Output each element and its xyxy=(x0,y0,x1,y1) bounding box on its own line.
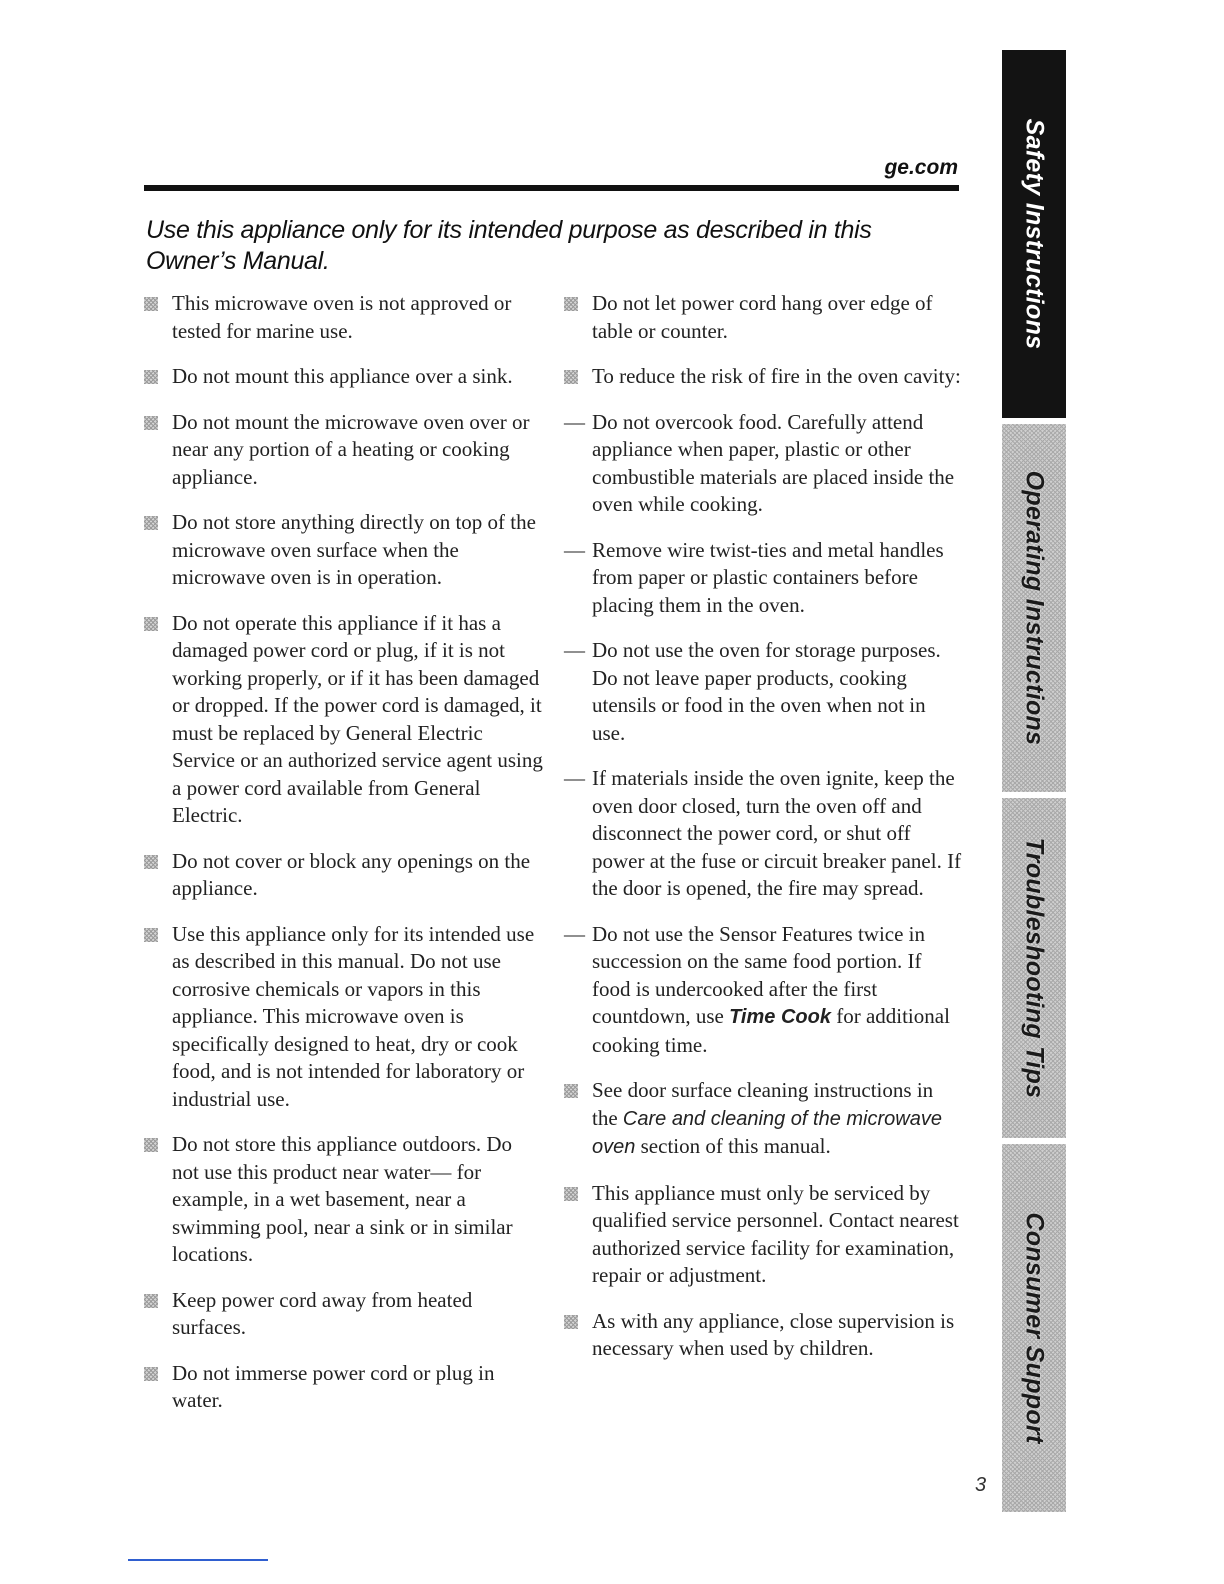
bullet-icon xyxy=(144,1367,158,1381)
dash-mark: — xyxy=(564,638,585,662)
dash-item: — Do not overcook food. Carefully attend appliance when paper, plastic or other combustible materials are placed inside the oven while cooking. xyxy=(564,409,955,516)
bullet-icon xyxy=(144,1138,158,1152)
tab-label: Troubleshooting Tips xyxy=(1020,837,1049,1099)
bullet-icon xyxy=(564,1084,578,1098)
list-item: Do not store anything directly on top of the microwave oven surface when the microwave oven is in operation. xyxy=(144,509,544,592)
bullet-icon xyxy=(144,617,158,631)
site-url: ge.com xyxy=(884,156,958,179)
dash-item: — Do not use the oven for storage purposes. Do not leave paper products, cooking utensils or food in the oven when not in use. xyxy=(564,638,941,745)
bullet-icon xyxy=(144,416,158,430)
dash-mark: — xyxy=(564,766,585,790)
list-item: Do not let power cord hang over edge of table or counter. xyxy=(564,290,964,345)
list-item: To reduce the risk of fire in the oven cavity: xyxy=(564,363,964,391)
list-item: Keep power cord away from heated surfaces. xyxy=(144,1287,544,1342)
care-cleaning-reference: Care and cleaning of the microwave oven xyxy=(592,1107,942,1158)
bullet-icon xyxy=(144,516,158,530)
list-item: As with any appliance, close supervision is necessary when used by children. xyxy=(564,1308,964,1363)
list-item: Do not mount the microwave oven over or near any portion of a heating or cooking appliance. xyxy=(144,409,544,492)
list-item: Do not mount this appliance over a sink. xyxy=(144,363,544,391)
dash-mark: — xyxy=(564,537,585,562)
time-cook-term: Time Cook xyxy=(729,1006,831,1028)
list-item: Do not immerse power cord or plug in water. xyxy=(144,1360,544,1415)
list-item: Do not store this appliance outdoors. Do not use this product near water— for example, in a wet basement, near a swimming pool, near a sink or in similar locations. xyxy=(144,1131,544,1269)
bullet-icon xyxy=(564,1315,578,1329)
dash-item: — Remove wire twist-ties and metal handles from paper or plastic containers before placing them in the oven. xyxy=(564,537,944,617)
header-rule xyxy=(144,185,959,191)
tab-label: Safety Instructions xyxy=(1020,118,1049,350)
list-item: This microwave oven is not approved or tested for marine use. xyxy=(144,290,544,345)
bullet-icon xyxy=(144,928,158,942)
list-item: Do not operate this appliance if it has a damaged power cord or plug, if it is not working properly, or if it has been damaged or dropped. If the power cord is damaged, it must be replaced by General Electric Service or an authorized service agent using a power cord available from General Electric. xyxy=(144,610,544,830)
tab-consumer-support[interactable] xyxy=(1002,1144,1066,1512)
bullet-icon xyxy=(144,1294,158,1308)
list-item: Use this appliance only for its intended use as described in this manual. Do not use corrosive chemicals or vapors in this appliance. This microwave oven is specifically designed to heat, dry or cook food, and is not intended for laboratory or industrial use. xyxy=(144,921,544,1114)
dash-mark: — xyxy=(564,409,585,434)
bullet-icon xyxy=(144,370,158,384)
footer-link-line xyxy=(128,1559,268,1561)
section-tabs xyxy=(1002,50,1066,1518)
list-item: Do not cover or block any openings on the appliance. xyxy=(144,848,544,903)
dash-mark: — xyxy=(564,921,585,946)
bullet-icon xyxy=(564,370,578,384)
intro-heading: Use this appliance only for its intended purpose as described in this Owner’s Manual. xyxy=(146,216,872,275)
tab-label: Consumer Support xyxy=(1020,1212,1049,1444)
bullet-icon xyxy=(564,297,578,311)
tab-operating-instructions[interactable] xyxy=(1002,424,1066,792)
right-column xyxy=(564,290,964,1381)
tab-safety-instructions[interactable] xyxy=(1002,50,1066,418)
bullet-icon xyxy=(144,297,158,311)
dash-item: — Do not use the Sensor Features twice in succession on the same food portion. If food is undercooked after the first countdown, use Time Cook for additional cooking time. xyxy=(564,921,950,1057)
tab-troubleshooting-tips[interactable] xyxy=(1002,798,1066,1138)
page-number: 3 xyxy=(975,1474,987,1496)
bullet-icon xyxy=(144,855,158,869)
list-item: This appliance must only be serviced by qualified service personnel. Contact nearest authorized service facility for examination, repair or adjustment. xyxy=(564,1180,964,1290)
tab-label: Operating Instructions xyxy=(1020,470,1049,746)
list-item: See door surface cleaning instructions in the Care and cleaning of the microwave oven section of this manual. xyxy=(564,1077,964,1162)
dash-item: — If materials inside the oven ignite, keep the oven door closed, turn the oven off and disconnect the power cord, or shut off power at the fuse or circuit breaker panel. If the door is opened, the fire may spread. xyxy=(564,766,962,900)
bullet-icon xyxy=(564,1187,578,1201)
left-column xyxy=(144,290,544,1433)
